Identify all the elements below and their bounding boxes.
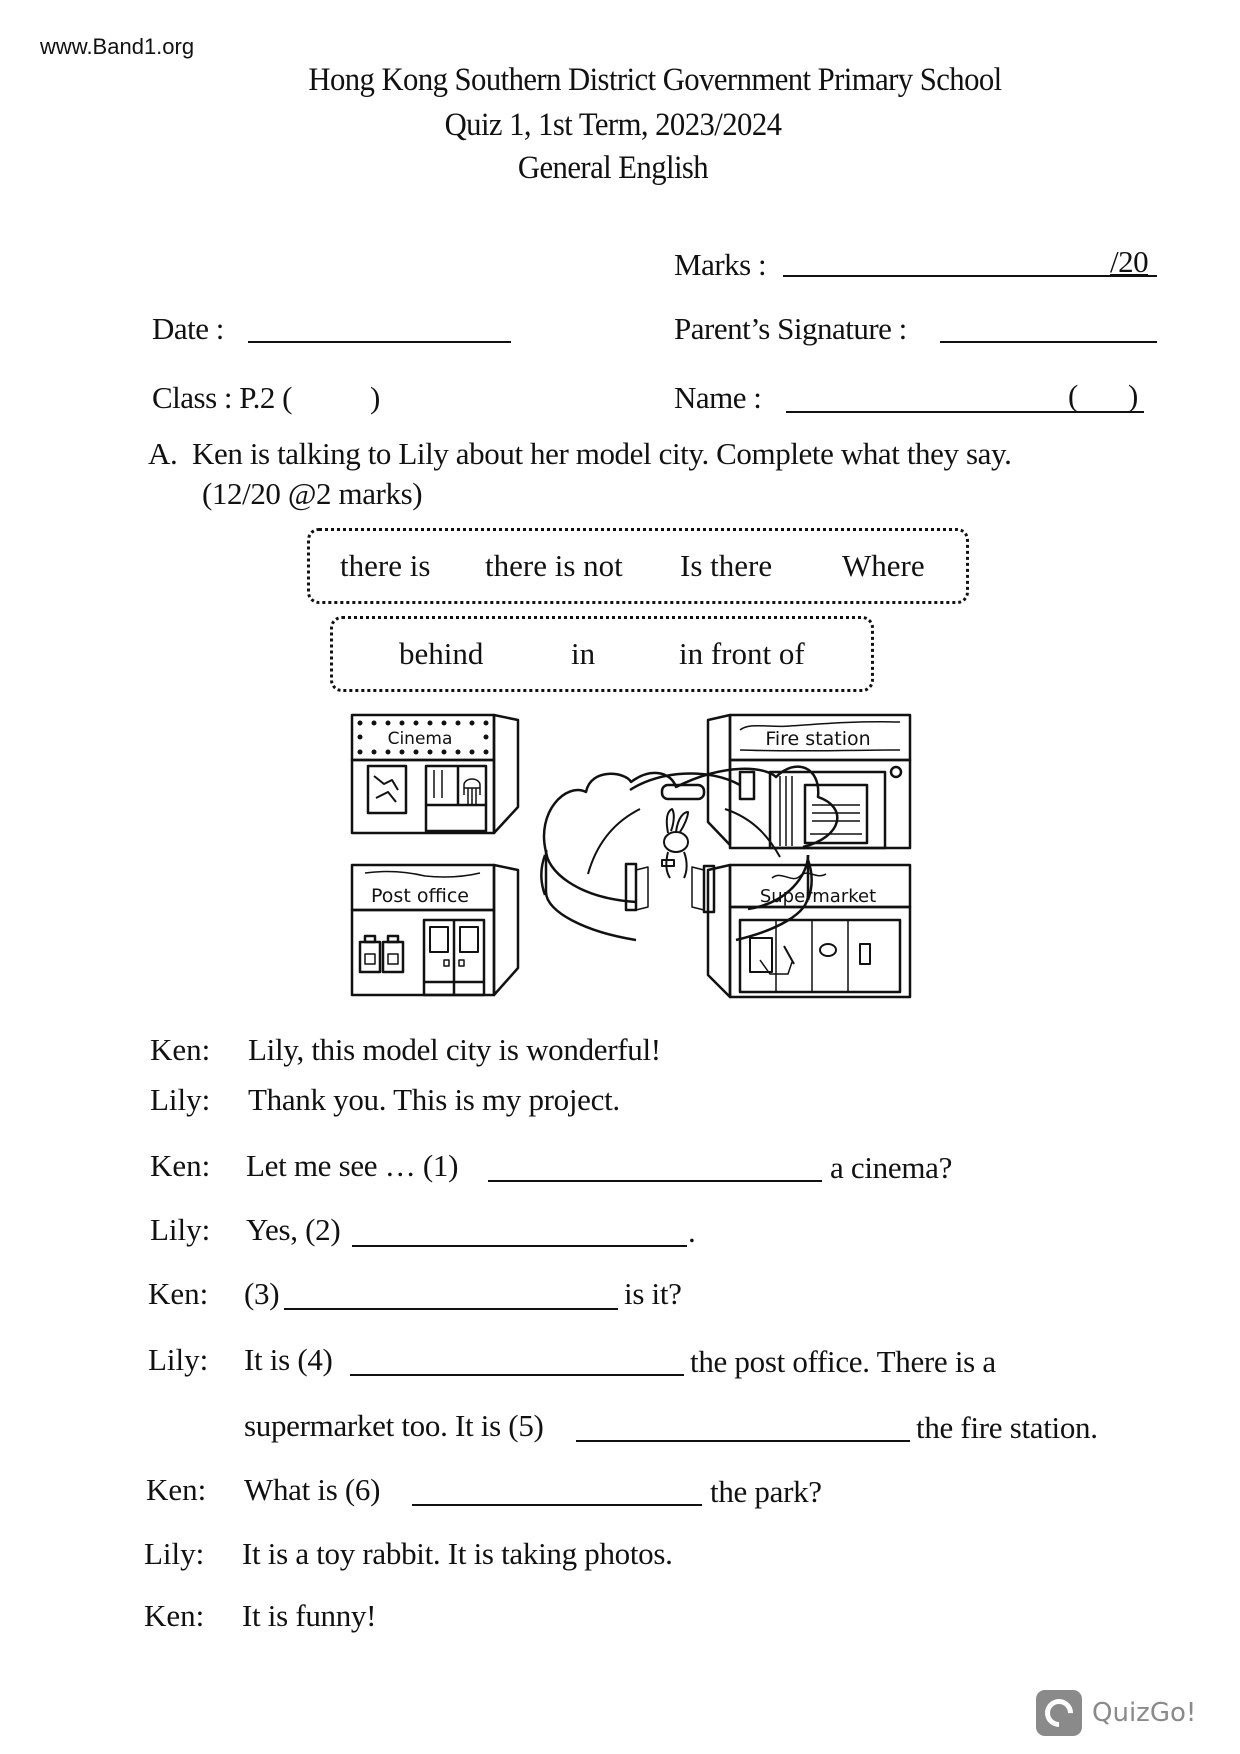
- word-bank-item: there is not: [485, 548, 623, 583]
- date-label: Date :: [152, 311, 224, 346]
- dialogue-speaker: Ken:: [146, 1472, 207, 1507]
- dialogue-speaker: Lily:: [144, 1536, 205, 1571]
- marks-input-line[interactable]: [783, 275, 1157, 277]
- dialogue-speaker: Ken:: [150, 1148, 211, 1183]
- dialogue-line-before: (3): [244, 1276, 280, 1311]
- word-bank-item: behind: [399, 636, 484, 671]
- word-bank-box-1: [307, 528, 969, 604]
- marks-field: [674, 247, 766, 283]
- answer-blank-1[interactable]: [488, 1180, 822, 1182]
- dialogue-line-before: Yes, (2): [246, 1212, 341, 1247]
- class-number-input[interactable]: [314, 384, 362, 418]
- dialogue-line-after: is it?: [624, 1276, 682, 1311]
- site-watermark: www.Band1.org: [40, 34, 195, 59]
- word-bank-item: there is: [340, 548, 431, 583]
- section-a-heading: [148, 436, 1011, 472]
- fire-station-building: [708, 715, 910, 848]
- name-label: Name :: [674, 380, 762, 415]
- quizgo-logo: [1036, 1690, 1196, 1736]
- answer-blank-2[interactable]: [352, 1245, 687, 1247]
- word-bank-item: in: [571, 636, 596, 671]
- word-bank-item: Where: [842, 548, 925, 583]
- dialogue-line: Lily, this model city is wonderful!: [248, 1032, 661, 1067]
- marks-label: Marks :: [674, 247, 767, 282]
- park-illustration: [541, 767, 837, 940]
- marks-total: /20: [1110, 244, 1149, 279]
- quizgo-brand: QuizGo!: [1092, 1698, 1197, 1728]
- dialogue-line-after: a cinema?: [830, 1150, 953, 1185]
- dialogue-speaker: Lily:: [148, 1342, 209, 1377]
- word-bank-item: in front of: [679, 636, 805, 671]
- class-label: Class : P.2 (: [152, 380, 292, 415]
- dialogue-line-after: the park?: [710, 1474, 822, 1509]
- name-paren-open: (: [1068, 378, 1078, 413]
- dialogue-line: It is a toy rabbit. It is taking photos.: [242, 1536, 673, 1571]
- dialogue-line: It is funny!: [242, 1598, 377, 1633]
- dialogue-speaker: Lily:: [150, 1212, 211, 1247]
- answer-blank-4[interactable]: [350, 1374, 684, 1376]
- dialogue-speaker: Ken:: [150, 1032, 211, 1067]
- dialogue-speaker: Ken:: [144, 1598, 205, 1633]
- dialogue-line-before: supermarket too. It is (5): [244, 1408, 544, 1443]
- signature-input-line[interactable]: [940, 341, 1157, 343]
- dialogue-line-before: Let me see … (1): [246, 1148, 459, 1183]
- quizgo-icon: [1036, 1690, 1082, 1736]
- answer-blank-3[interactable]: [284, 1308, 618, 1310]
- dialogue-line-after: .: [688, 1214, 696, 1249]
- class-paren-close: ): [370, 380, 380, 415]
- name-paren-close: ): [1128, 378, 1138, 413]
- dialogue-speaker: Lily:: [150, 1082, 211, 1117]
- subject-title: General English: [517, 150, 709, 186]
- post-office-sign: Post office: [371, 885, 469, 907]
- model-city-illustration: [340, 710, 1040, 1010]
- dialogue-line-after: the fire station.: [916, 1410, 1098, 1445]
- dialogue-line-before: It is (4): [244, 1342, 333, 1377]
- date-input-line[interactable]: [248, 341, 511, 343]
- post-office-building: [352, 865, 518, 995]
- section-instruction: Ken is talking to Lily about her model city. Complete what they say.: [192, 436, 1012, 471]
- dialogue-line: Thank you. This is my project.: [248, 1082, 620, 1117]
- answer-blank-5[interactable]: [576, 1440, 910, 1442]
- dialogue-line-before: What is (6): [244, 1472, 381, 1507]
- school-name: Hong Kong Southern District Government Primary School: [308, 62, 1002, 98]
- fire-station-sign: Fire station: [765, 728, 871, 750]
- word-bank-item: Is there: [680, 548, 773, 583]
- word-bank-box-2: [330, 616, 874, 692]
- quiz-title: Quiz 1, 1st Term, 2023/2024: [444, 107, 782, 143]
- cinema-sign: Cinema: [387, 729, 453, 749]
- section-marks: (12/20 @2 marks): [202, 476, 423, 511]
- dialogue-speaker: Ken:: [148, 1276, 209, 1311]
- section-letter: A.: [148, 436, 178, 471]
- cinema-building: [352, 715, 518, 833]
- answer-blank-6[interactable]: [412, 1504, 702, 1506]
- supermarket-sign: Supermarket: [759, 886, 877, 907]
- dialogue-line-after: the post office. There is a: [690, 1344, 996, 1379]
- signature-label: Parent’s Signature :: [674, 311, 907, 346]
- name-input-line[interactable]: [786, 411, 1144, 413]
